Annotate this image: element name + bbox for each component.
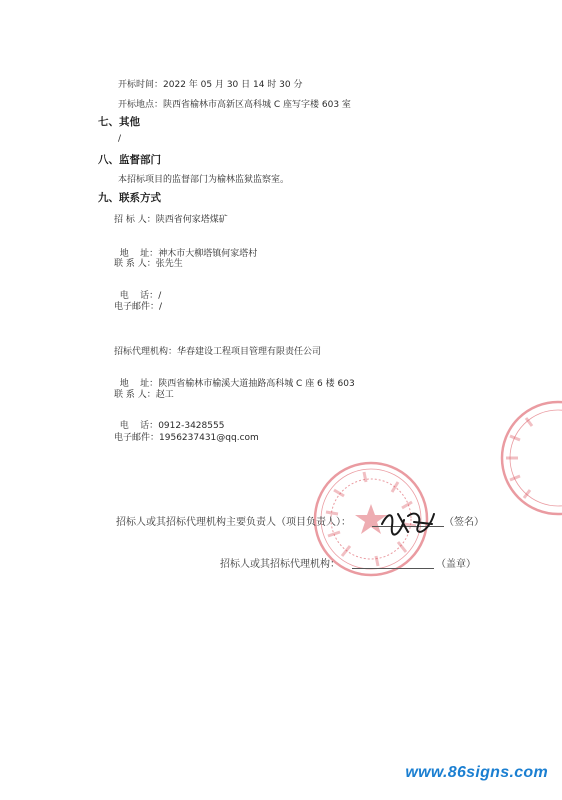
- signature-line-2-suffix: （盖章）: [436, 559, 476, 570]
- section-7-content: /: [118, 134, 122, 144]
- tenderer-contact-value: 张先生: [155, 259, 183, 269]
- tenderer-name-value: 陕西省何家塔煤矿: [155, 215, 228, 225]
- opening-time-label: 开标时间：: [118, 80, 164, 90]
- signature-line-2: [220, 555, 340, 570]
- agency-contact-label: 联 系 人：: [114, 390, 156, 400]
- tenderer-address-label: 地 址：: [119, 249, 159, 259]
- agency-address-value: 陕西省榆林市榆溪大道抽路高科城 C 座 6 楼 603: [158, 379, 355, 389]
- agency-email-label: 电子邮件：: [114, 433, 160, 443]
- tenderer-email: [114, 299, 162, 312]
- agency-contact: [114, 387, 174, 400]
- signature-line-2-label: 招标人或其招标代理机构：: [220, 559, 340, 570]
- opening-place-value: 陕西省榆林市高新区高科城 C 座写字楼 603 室: [163, 100, 351, 110]
- tenderer-phone-value: /: [158, 291, 162, 301]
- agency-phone-label: 电 话：: [119, 421, 159, 431]
- agency-name-value: 华春建设工程项目管理有限责任公司: [177, 347, 322, 357]
- agency-email: [114, 430, 259, 443]
- signature-line-1: [116, 513, 351, 528]
- tenderer-name: [114, 212, 228, 225]
- signature-line-1-suffix: （签名）: [444, 517, 484, 528]
- opening-time-value: 2022 年 05 月 30 日 14 时 30 分: [163, 80, 303, 90]
- tenderer-contact-label: 联 系 人：: [114, 259, 156, 269]
- agency-name: [114, 344, 321, 357]
- agency-contact-value: 赵工: [155, 390, 174, 400]
- agency-phone: [114, 408, 224, 431]
- agency-address: [114, 366, 355, 389]
- agency-email-value: 1956237431@qq.com: [159, 433, 259, 443]
- section-8-title: 八、监督部门: [98, 154, 161, 166]
- agency-address-label: 地 址：: [119, 379, 159, 389]
- section-7-title: 七、其他: [98, 116, 140, 128]
- tenderer-email-label: 电子邮件：: [114, 302, 160, 312]
- tenderer-email-value: /: [159, 302, 163, 312]
- watermark: www.86signs.com: [405, 764, 548, 781]
- tenderer-address-value: 神木市大柳塔镇何家塔村: [158, 249, 258, 259]
- agency-name-label: 招标代理机构：: [114, 347, 178, 357]
- tenderer-phone: [114, 278, 161, 301]
- opening-place-label: 开标地点：: [118, 100, 164, 110]
- signature-line-1-label: 招标人或其招标代理机构主要负责人（项目负责人）：: [116, 517, 351, 528]
- agency-phone-value: 0912-3428555: [158, 421, 225, 431]
- opening-time: [118, 77, 302, 90]
- official-seal-partial: [496, 398, 562, 518]
- tenderer-contact: [114, 256, 183, 269]
- tenderer-phone-label: 电 话：: [119, 291, 159, 301]
- signature-underline-2: [352, 568, 434, 569]
- section-9-title: 九、联系方式: [98, 192, 161, 204]
- handwritten-signature: [378, 506, 438, 540]
- tenderer-name-label: 招 标 人：: [114, 215, 156, 225]
- section-8-content: 本招标项目的监督部门为榆林监狱监察室。: [118, 175, 290, 185]
- opening-place: [118, 97, 351, 110]
